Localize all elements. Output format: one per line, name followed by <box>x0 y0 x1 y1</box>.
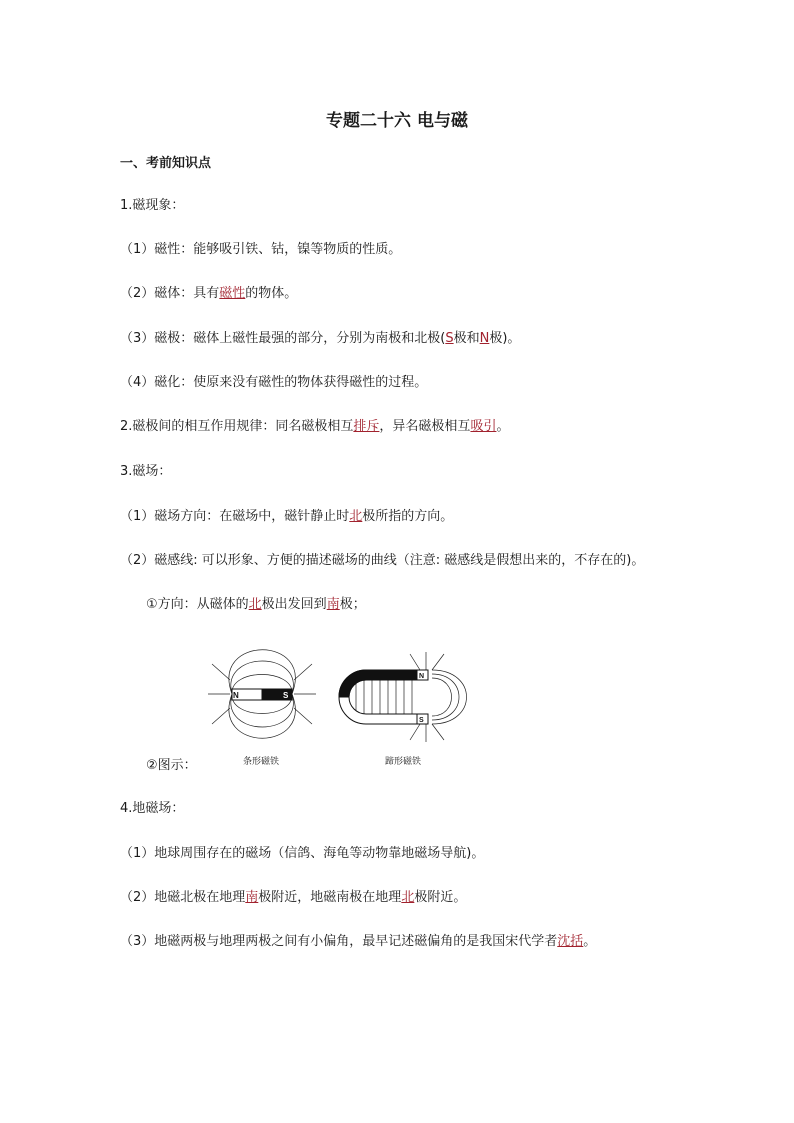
item-geomagnetic-poles <box>120 889 466 907</box>
text-segment: 极)。 <box>489 331 521 346</box>
text-segment: 极和 <box>453 331 480 346</box>
highlight-answer: 北 <box>349 509 363 524</box>
magnet-field-figure <box>200 640 480 750</box>
horseshoe-n-label: N <box>419 673 425 680</box>
item-magnetization: （4）磁化：使原来没有磁性的物体获得磁性的过程。 <box>120 375 428 390</box>
text-segment: （1）磁场方向：在磁场中，磁针静止时 <box>120 509 350 524</box>
text-segment: 的物体。 <box>245 286 298 301</box>
highlight-answer: 沈括 <box>557 934 584 949</box>
item-pole-interaction <box>120 418 509 436</box>
text-segment: 极出发回到 <box>261 597 327 612</box>
item-geomagnetic-field: 4.地磁场： <box>120 801 185 816</box>
text-segment: ，异名磁极相互 <box>379 419 471 434</box>
bar-n-label: N <box>233 691 239 700</box>
item-magnetism: （1）磁性：能够吸引铁、钴，镍等物质的性质。 <box>120 242 402 257</box>
highlight-answer: 排斥 <box>353 419 380 434</box>
section-heading: 一、考前知识点 <box>120 156 212 171</box>
item-field-lines: （2）磁感线: 可以形象、方便的描述磁场的曲线（注意: 磁感线是假想出来的，不存在的)。 <box>120 553 645 568</box>
bar-s-label: S <box>283 691 289 700</box>
highlight-answer: 南 <box>326 597 340 612</box>
item-earth-field: （1）地球周围存在的磁场（信鸽、海龟等动物靠地磁场导航)。 <box>120 846 485 861</box>
highlight-answer: 磁性 <box>219 286 246 301</box>
item-magnet <box>120 285 297 303</box>
horseshoe-magnet-caption: 蹄形磁铁 <box>385 757 422 767</box>
bar-magnet-caption: 条形磁铁 <box>243 757 280 767</box>
text-segment: ①方向：从磁体的 <box>146 597 249 612</box>
horseshoe-s-label: S <box>419 717 424 724</box>
item-magnetic-pole <box>120 330 520 348</box>
highlight-answer: 北 <box>401 890 415 905</box>
text-segment: 极附近，地磁南极在地理 <box>258 890 402 905</box>
item-field-direction <box>120 508 453 526</box>
text-segment: （2）磁体：具有 <box>120 286 220 301</box>
item-field-line-direction <box>146 596 366 614</box>
text-segment: （3）磁极：磁体上磁性最强的部分，分别为南极和北极( <box>120 331 446 346</box>
highlight-answer: 南 <box>245 890 259 905</box>
text-segment: 极； <box>339 597 366 612</box>
text-segment: 2.磁极间的相互作用规律：同名磁极相互 <box>120 419 354 434</box>
text-segment: 。 <box>583 934 597 949</box>
text-segment: 。 <box>496 419 510 434</box>
item-magnetic-field: 3.磁场： <box>120 464 172 479</box>
highlight-answer: N <box>479 331 490 346</box>
item-declination <box>120 933 596 951</box>
highlight-answer: S <box>445 331 454 346</box>
highlight-answer: 北 <box>248 597 262 612</box>
text-segment: 极所指的方向。 <box>362 509 454 524</box>
highlight-answer: 吸引 <box>470 419 497 434</box>
page-title: 专题二十六 电与磁 <box>326 111 468 131</box>
item-magnetic-phenomena: 1.磁现象： <box>120 198 185 213</box>
text-segment: （2）地磁北极在地理 <box>120 890 246 905</box>
text-segment: 极附近。 <box>414 890 467 905</box>
text-segment: （3）地磁两极与地理两极之间有小偏角，最早记述磁偏角的是我国宋代学者 <box>120 934 558 949</box>
item-diagram-label: ②图示： <box>146 758 197 773</box>
